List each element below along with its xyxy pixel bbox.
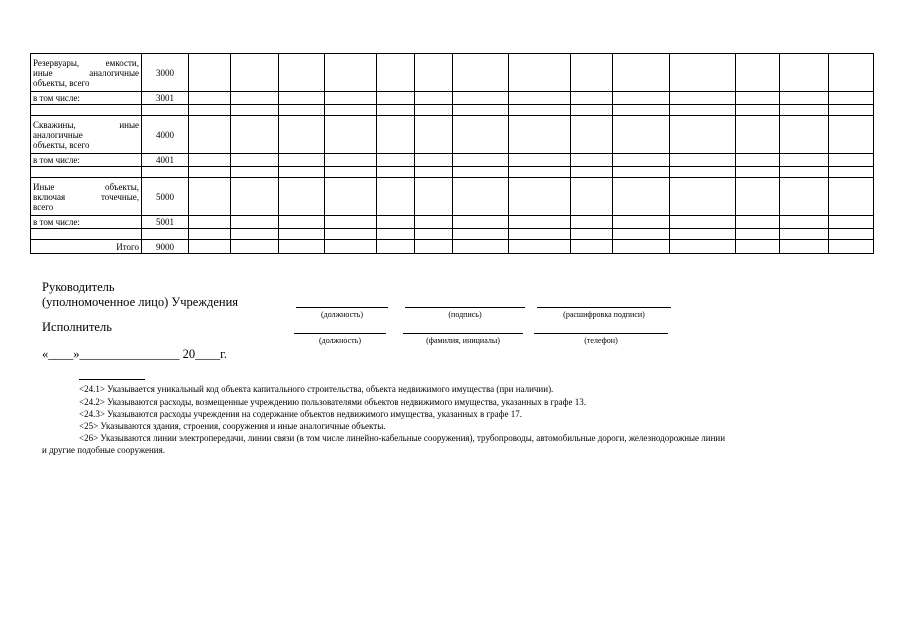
- value-cell: [736, 54, 780, 92]
- footnote-24-3: <24.3> Указываются расходы учреждения на содержание объектов недвижимого имущества, указанных в графе 17.: [79, 409, 522, 419]
- executor-title: Исполнитель: [42, 320, 112, 334]
- footnote-separator: [79, 379, 145, 380]
- value-cell: [325, 178, 377, 216]
- table-row: [31, 116, 874, 154]
- value-cell: [670, 167, 736, 178]
- value-cell: [377, 178, 415, 216]
- value-cell: [829, 92, 874, 105]
- value-cell: [279, 54, 325, 92]
- value-cell: [571, 54, 613, 92]
- value-cell: [780, 178, 829, 216]
- value-cell: [325, 167, 377, 178]
- value-cell: [509, 229, 571, 240]
- executor-position-line: [294, 333, 386, 334]
- executor-caption-name: (фамилия, инициалы): [426, 336, 500, 345]
- value-cell: [415, 154, 453, 167]
- value-cell: [829, 216, 874, 229]
- row-name: [31, 116, 142, 154]
- value-cell: [189, 229, 231, 240]
- executor-name-line: [403, 333, 523, 334]
- value-cell: [670, 105, 736, 116]
- row-name-line: объекты, всего: [33, 139, 90, 150]
- footnote-25: <25> Указываются здания, строения, сооружения и иные аналогичные объекты.: [79, 421, 386, 431]
- row-code: 5001: [142, 216, 189, 229]
- row-code: 3001: [142, 92, 189, 105]
- table-row: [31, 92, 874, 105]
- value-cell: [670, 54, 736, 92]
- value-cell: [736, 229, 780, 240]
- value-cell: [736, 154, 780, 167]
- value-cell: [509, 240, 571, 254]
- value-cell: [613, 240, 670, 254]
- value-cell: [571, 92, 613, 105]
- value-cell: [509, 178, 571, 216]
- value-cell: [377, 92, 415, 105]
- head-position-line: [296, 307, 388, 308]
- value-cell: [231, 116, 279, 154]
- value-cell: [613, 116, 670, 154]
- value-cell: [736, 178, 780, 216]
- value-cell: [780, 105, 829, 116]
- value-cell: [453, 216, 509, 229]
- value-cell: [613, 154, 670, 167]
- value-cell: [231, 178, 279, 216]
- row-name: в том числе:: [31, 92, 142, 105]
- value-cell: [829, 229, 874, 240]
- value-cell: [453, 105, 509, 116]
- value-cell: [231, 105, 279, 116]
- footnote-26: <26> Указываются линии электропередачи, линии связи (в том числе линейно-кабельные сооружения), трубопроводы, автомобильные дороги, железнодорожные линии: [79, 433, 726, 443]
- value-cell: [377, 154, 415, 167]
- value-cell: [571, 216, 613, 229]
- value-cell: [231, 167, 279, 178]
- date-line: «____»________________ 20____г.: [42, 347, 227, 361]
- head-caption-position: (должность): [321, 310, 363, 319]
- row-name: [31, 178, 142, 216]
- property-table: [30, 53, 874, 254]
- value-cell: [377, 105, 415, 116]
- value-cell: [415, 216, 453, 229]
- value-cell: [453, 178, 509, 216]
- value-cell: [571, 240, 613, 254]
- table-row: [31, 105, 874, 116]
- value-cell: [189, 167, 231, 178]
- value-cell: [189, 154, 231, 167]
- value-cell: [613, 105, 670, 116]
- value-cell: [509, 54, 571, 92]
- value-cell: [453, 154, 509, 167]
- value-cell: [415, 167, 453, 178]
- row-name-line: объекты, всего: [33, 77, 90, 88]
- row-name-line: включая точечные,: [33, 191, 139, 202]
- value-cell: [829, 54, 874, 92]
- value-cell: [780, 54, 829, 92]
- value-cell: [279, 240, 325, 254]
- value-cell: [377, 116, 415, 154]
- value-cell: [453, 116, 509, 154]
- value-cell: [780, 167, 829, 178]
- table-row: [31, 229, 874, 240]
- row-name-line: иные аналогичные: [33, 67, 139, 78]
- value-cell: [189, 105, 231, 116]
- value-cell: [279, 216, 325, 229]
- value-cell: [415, 92, 453, 105]
- value-cell: [189, 54, 231, 92]
- value-cell: [509, 216, 571, 229]
- value-cell: [571, 229, 613, 240]
- head-title: Руководитель: [42, 280, 115, 294]
- row-code: 5000: [142, 178, 189, 216]
- value-cell: [377, 54, 415, 92]
- blank-cell: [31, 229, 142, 240]
- blank-cell: [142, 229, 189, 240]
- value-cell: [670, 240, 736, 254]
- head-caption-signature: (подпись): [448, 310, 482, 319]
- value-cell: [415, 229, 453, 240]
- row-name: в том числе:: [31, 216, 142, 229]
- head-decoding-line: [537, 307, 671, 308]
- value-cell: [613, 54, 670, 92]
- table-row: [31, 167, 874, 178]
- row-code: 3000: [142, 54, 189, 92]
- value-cell: [279, 116, 325, 154]
- value-cell: [231, 240, 279, 254]
- value-cell: [325, 92, 377, 105]
- value-cell: [509, 154, 571, 167]
- value-cell: [670, 154, 736, 167]
- value-cell: [453, 92, 509, 105]
- value-cell: [780, 92, 829, 105]
- row-name-line: Иные объекты,: [33, 181, 139, 192]
- value-cell: [780, 154, 829, 167]
- footnote-24-1: <24.1> Указывается уникальный код объекта капитального строительства, объекта недвижимого имущества (при наличии).: [79, 384, 554, 394]
- value-cell: [571, 178, 613, 216]
- value-cell: [231, 54, 279, 92]
- value-cell: [736, 167, 780, 178]
- value-cell: [509, 116, 571, 154]
- value-cell: [670, 92, 736, 105]
- blank-cell: [142, 105, 189, 116]
- blank-cell: [142, 167, 189, 178]
- value-cell: [829, 178, 874, 216]
- value-cell: [736, 116, 780, 154]
- value-cell: [613, 92, 670, 105]
- value-cell: [189, 116, 231, 154]
- value-cell: [325, 240, 377, 254]
- footnote-24-2: <24.2> Указываются расходы, возмещенные учреждению пользователями объектов недвижимого имущества, указанных в графе 13.: [79, 397, 586, 407]
- value-cell: [453, 54, 509, 92]
- head-subtitle: (уполномоченное лицо) Учреждения: [42, 295, 239, 309]
- value-cell: [325, 216, 377, 229]
- value-cell: [377, 216, 415, 229]
- value-cell: [670, 116, 736, 154]
- row-name: в том числе:: [31, 154, 142, 167]
- head-signature-line: [405, 307, 525, 308]
- value-cell: [670, 178, 736, 216]
- value-cell: [279, 92, 325, 105]
- value-cell: [829, 240, 874, 254]
- table-row: [31, 154, 874, 167]
- value-cell: [231, 154, 279, 167]
- row-name-line: всего: [33, 201, 54, 212]
- value-cell: [453, 229, 509, 240]
- value-cell: [377, 229, 415, 240]
- value-cell: [453, 240, 509, 254]
- value-cell: [325, 154, 377, 167]
- value-cell: [613, 229, 670, 240]
- value-cell: [829, 154, 874, 167]
- table-row: [31, 54, 874, 92]
- value-cell: [571, 154, 613, 167]
- executor-caption-position: (должность): [319, 336, 361, 345]
- value-cell: [231, 92, 279, 105]
- value-cell: [829, 116, 874, 154]
- total-label: Итого: [31, 240, 142, 254]
- value-cell: [377, 240, 415, 254]
- table-row: [31, 178, 874, 216]
- value-cell: [415, 116, 453, 154]
- value-cell: [613, 216, 670, 229]
- value-cell: [189, 240, 231, 254]
- value-cell: [670, 216, 736, 229]
- head-caption-decoding: (расшифровка подписи): [563, 310, 645, 319]
- value-cell: [325, 54, 377, 92]
- value-cell: [736, 216, 780, 229]
- row-code: 4000: [142, 116, 189, 154]
- value-cell: [829, 105, 874, 116]
- value-cell: [613, 178, 670, 216]
- value-cell: [189, 216, 231, 229]
- row-code: 4001: [142, 154, 189, 167]
- value-cell: [670, 229, 736, 240]
- value-cell: [279, 178, 325, 216]
- value-cell: [415, 240, 453, 254]
- value-cell: [189, 92, 231, 105]
- row-name: [31, 54, 142, 92]
- executor-caption-phone: (телефон): [584, 336, 618, 345]
- value-cell: [415, 178, 453, 216]
- value-cell: [736, 92, 780, 105]
- value-cell: [780, 116, 829, 154]
- blank-cell: [31, 167, 142, 178]
- value-cell: [509, 92, 571, 105]
- blank-cell: [31, 105, 142, 116]
- value-cell: [325, 105, 377, 116]
- table-row: [31, 240, 874, 254]
- value-cell: [736, 240, 780, 254]
- value-cell: [231, 229, 279, 240]
- value-cell: [325, 229, 377, 240]
- value-cell: [325, 116, 377, 154]
- row-name-line: Резервуары, емкости,: [33, 57, 139, 68]
- value-cell: [231, 216, 279, 229]
- row-name-line: Скважины, иные: [33, 119, 139, 130]
- row-code: 9000: [142, 240, 189, 254]
- value-cell: [509, 105, 571, 116]
- value-cell: [415, 105, 453, 116]
- value-cell: [780, 216, 829, 229]
- row-name-line: аналогичные: [33, 129, 83, 140]
- value-cell: [613, 167, 670, 178]
- executor-phone-line: [534, 333, 668, 334]
- table-row: [31, 216, 874, 229]
- value-cell: [780, 229, 829, 240]
- value-cell: [279, 154, 325, 167]
- value-cell: [780, 240, 829, 254]
- value-cell: [279, 229, 325, 240]
- value-cell: [189, 178, 231, 216]
- value-cell: [415, 54, 453, 92]
- value-cell: [571, 116, 613, 154]
- value-cell: [453, 167, 509, 178]
- value-cell: [377, 167, 415, 178]
- value-cell: [829, 167, 874, 178]
- value-cell: [736, 105, 780, 116]
- value-cell: [509, 167, 571, 178]
- value-cell: [571, 105, 613, 116]
- value-cell: [279, 167, 325, 178]
- footnote-26-cont: и другие подобные сооружения.: [42, 445, 165, 455]
- value-cell: [571, 167, 613, 178]
- value-cell: [279, 105, 325, 116]
